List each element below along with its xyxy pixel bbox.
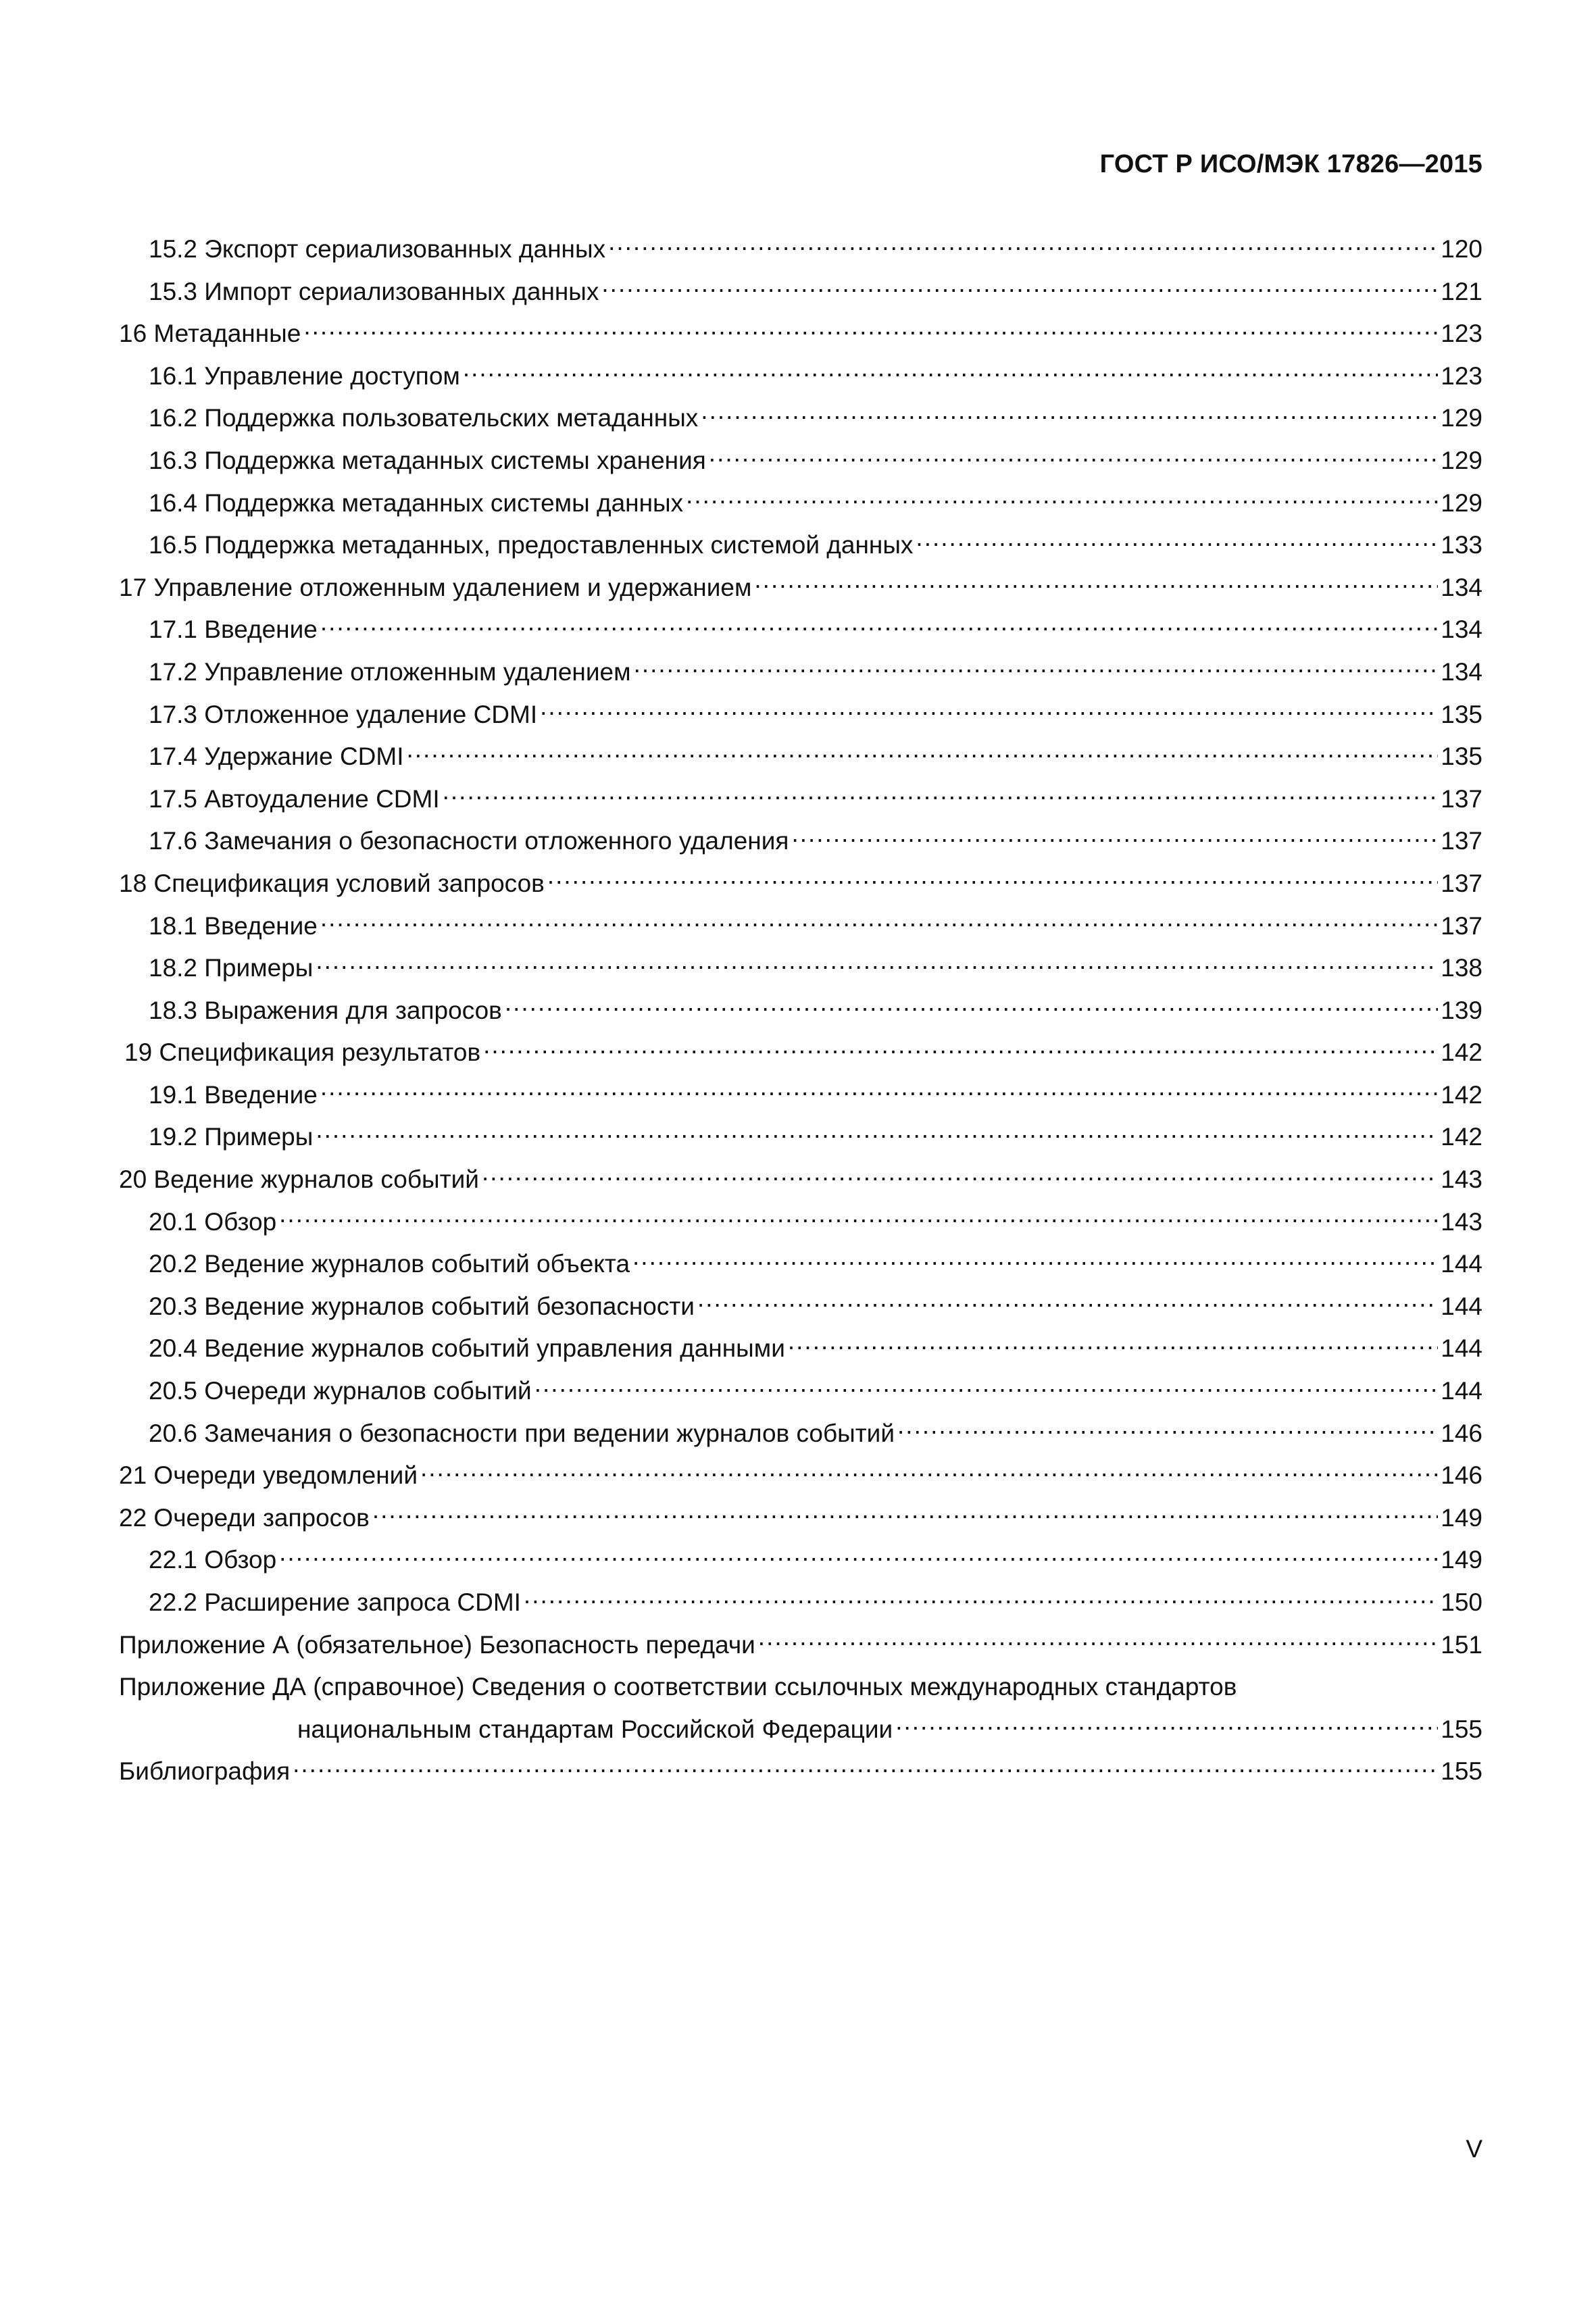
toc-entry[interactable] — [119, 1370, 1482, 1413]
toc-entry-page: 142 — [1441, 1123, 1482, 1151]
toc-entry[interactable] — [119, 736, 1482, 778]
toc-entry-title: 22.1 Обзор — [149, 1546, 277, 1574]
toc-entry-page: 123 — [1441, 361, 1482, 390]
toc-entry-title: 20.1 Обзор — [149, 1207, 277, 1236]
toc-entry[interactable] — [119, 1751, 1482, 1793]
toc-entry-title: 15.2 Экспорт сериализованных данных — [149, 235, 606, 263]
toc-entry-page: 150 — [1441, 1588, 1482, 1616]
dot-leader — [697, 1290, 1438, 1315]
toc-entry[interactable] — [119, 355, 1482, 398]
toc-entry-page: 123 — [1441, 320, 1482, 348]
dot-leader — [320, 909, 1438, 934]
toc-entry-title: 17.3 Отложенное удаление CDMI — [149, 700, 538, 728]
toc-entry-title: 22 Очереди запросов — [119, 1503, 370, 1532]
dot-leader — [754, 571, 1438, 596]
dot-leader — [524, 1586, 1438, 1611]
toc-entry-title: 17.1 Введение — [149, 615, 318, 644]
toc-entry[interactable] — [119, 609, 1482, 651]
toc-entry-page: 142 — [1441, 1038, 1482, 1067]
toc-entry[interactable] — [119, 1286, 1482, 1328]
toc-entry-page: 138 — [1441, 954, 1482, 982]
dot-leader — [320, 613, 1438, 638]
toc-entry-page: 155 — [1441, 1757, 1482, 1786]
toc-entry-page: 135 — [1441, 743, 1482, 771]
toc-entry[interactable] — [119, 1497, 1482, 1540]
toc-entry-page: 142 — [1441, 1080, 1482, 1109]
toc-entry-title: 16.5 Поддержка метаданных, предоставленных системой данных — [149, 531, 914, 559]
toc-entry-title: 20.4 Ведение журналов событий управления данными — [149, 1334, 785, 1363]
toc-entry-page: 134 — [1441, 615, 1482, 644]
toc-entry-page: 121 — [1441, 277, 1482, 305]
toc-entry[interactable] — [119, 397, 1482, 440]
toc-entry-page: 137 — [1441, 827, 1482, 855]
toc-entry-title: 22.2 Расширение запроса CDMI — [149, 1588, 521, 1616]
toc-entry-page: 144 — [1441, 1250, 1482, 1278]
toc-entry[interactable] — [119, 524, 1482, 567]
dot-leader — [916, 528, 1438, 553]
toc-entry[interactable] — [119, 694, 1482, 736]
dot-leader — [316, 1120, 1438, 1145]
dot-leader — [897, 1417, 1438, 1442]
dot-leader — [758, 1628, 1438, 1653]
toc-entry-page: 137 — [1441, 784, 1482, 813]
dot-leader — [420, 1459, 1438, 1484]
toc-entry[interactable] — [119, 482, 1482, 525]
dot-leader — [279, 1205, 1438, 1230]
dot-leader — [406, 740, 1438, 765]
toc-entry-page: 144 — [1441, 1292, 1482, 1320]
dot-leader — [316, 951, 1438, 976]
toc-entry[interactable] — [119, 863, 1482, 905]
toc-entry-title: 20 Ведение журналов событий — [119, 1165, 479, 1194]
toc-entry-page: 149 — [1441, 1546, 1482, 1574]
toc-entry-title: 17.6 Замечания о безопасности отложенного удаления — [149, 827, 789, 855]
dot-leader — [505, 994, 1438, 1019]
toc-entry[interactable] — [119, 228, 1482, 271]
toc-entry-title: 19.1 Введение — [149, 1080, 318, 1109]
toc-entry-page: 137 — [1441, 869, 1482, 897]
dot-leader — [791, 824, 1438, 849]
dot-leader — [634, 655, 1439, 680]
toc-entry[interactable] — [119, 947, 1482, 990]
toc-entry[interactable] — [119, 440, 1482, 482]
dot-leader — [443, 782, 1439, 807]
toc-entry-title: 17.2 Управление отложенным удалением — [149, 657, 631, 686]
toc-entry-title: 16.1 Управление доступом — [149, 361, 460, 390]
toc-entry[interactable] — [119, 651, 1482, 694]
dot-leader — [534, 1374, 1439, 1399]
toc-entry-page: 129 — [1441, 404, 1482, 432]
toc-entry-page: 149 — [1441, 1503, 1482, 1532]
toc-entry[interactable] — [119, 271, 1482, 313]
toc-entry-title-continued: национальным стандартам Российской Федерации — [297, 1715, 893, 1743]
toc-entry-title: 18.3 Выражения для запросов — [149, 996, 502, 1024]
toc-entry-page: 134 — [1441, 573, 1482, 601]
toc-entry-page: 144 — [1441, 1377, 1482, 1405]
toc-entry-title: 20.2 Ведение журналов событий объекта — [149, 1250, 630, 1278]
toc-entry-title: 16.3 Поддержка метаданных системы хранения — [149, 446, 706, 474]
toc-entry[interactable] — [119, 1582, 1482, 1624]
dot-leader — [608, 232, 1438, 257]
toc-entry[interactable] — [119, 1201, 1482, 1244]
toc-entry[interactable] — [119, 778, 1482, 821]
toc-entry[interactable] — [119, 1666, 1482, 1751]
toc-entry-page: 151 — [1441, 1630, 1482, 1659]
toc-entry-page: 135 — [1441, 700, 1482, 728]
toc-entry-page: 143 — [1441, 1207, 1482, 1236]
toc-entry-title: 16.4 Поддержка метаданных системы данных — [149, 488, 684, 517]
dot-leader — [601, 275, 1438, 300]
toc-entry-page: 155 — [1441, 1715, 1482, 1743]
toc-entry-page: 143 — [1441, 1165, 1482, 1194]
toc-entry-title: 19.2 Примеры — [149, 1123, 314, 1151]
dot-leader — [320, 1078, 1438, 1103]
toc-entry[interactable] — [119, 1116, 1482, 1159]
toc-entry[interactable] — [119, 313, 1482, 355]
dot-leader — [895, 1713, 1438, 1738]
dot-leader — [372, 1501, 1438, 1526]
dot-leader — [293, 1755, 1438, 1780]
toc-entry-title: 15.3 Импорт сериализованных данных — [149, 277, 599, 305]
toc-entry-title: 16 Метаданные — [119, 320, 301, 348]
dot-leader — [303, 317, 1438, 342]
toc-entry-page: 146 — [1441, 1461, 1482, 1490]
toc-entry-title: 18 Спецификация условий запросов — [119, 869, 545, 897]
toc-entry-page: 129 — [1441, 446, 1482, 474]
toc-entry-page: 144 — [1441, 1334, 1482, 1363]
toc-entry[interactable] — [119, 1243, 1482, 1286]
toc-entry[interactable] — [119, 1159, 1482, 1201]
toc-entry[interactable] — [119, 1413, 1482, 1455]
dot-leader — [686, 486, 1438, 511]
dot-leader — [701, 401, 1438, 426]
toc-entry-page: 120 — [1441, 235, 1482, 263]
toc-entry[interactable] — [119, 1328, 1482, 1370]
dot-leader — [547, 867, 1438, 892]
toc-entry[interactable] — [119, 1032, 1482, 1074]
toc-entry-title: 16.2 Поддержка пользовательских метаданных — [149, 404, 699, 432]
dot-leader — [483, 1036, 1438, 1061]
toc-entry-page: 146 — [1441, 1419, 1482, 1447]
dot-leader — [463, 359, 1438, 384]
dot-leader — [540, 698, 1438, 723]
toc-entry[interactable] — [119, 820, 1482, 863]
toc-entry-page: 137 — [1441, 911, 1482, 940]
toc-entry[interactable] — [119, 905, 1482, 948]
toc-entry-page: 139 — [1441, 996, 1482, 1024]
page-number: V — [1466, 2135, 1482, 2163]
dot-leader — [632, 1247, 1438, 1272]
toc-entry-title: Библиография — [119, 1757, 291, 1786]
toc-entry[interactable] — [119, 990, 1482, 1032]
toc-entry-title: 18.2 Примеры — [149, 954, 314, 982]
toc-entry-title: Приложение А (обязательное) Безопасность передачи — [119, 1630, 755, 1659]
toc-entry-page: 133 — [1441, 531, 1482, 559]
table-of-contents — [119, 228, 1482, 1793]
toc-entry-title: 17 Управление отложенным удалением и удержанием — [119, 573, 752, 601]
toc-entry-title: 17.5 Автоудаление CDMI — [149, 784, 440, 813]
toc-entry-title: 20.5 Очереди журналов событий — [149, 1377, 532, 1405]
toc-entry-page: 129 — [1441, 488, 1482, 517]
toc-entry-title: 21 Очереди уведомлений — [119, 1461, 418, 1490]
toc-entry-title: 18.1 Введение — [149, 911, 318, 940]
dot-leader — [709, 444, 1438, 469]
dot-leader — [482, 1163, 1438, 1188]
toc-entry-title: 20.3 Ведение журналов событий безопасности — [149, 1292, 695, 1320]
dot-leader — [788, 1332, 1438, 1357]
toc-entry-page: 134 — [1441, 657, 1482, 686]
toc-entry-title: Приложение ДА (справочное) Сведения о соответствии ссылочных международных стандартов — [119, 1673, 1237, 1701]
toc-entry[interactable] — [119, 567, 1482, 609]
toc-entry[interactable] — [119, 1455, 1482, 1497]
toc-entry-title: 19 Спецификация результатов — [124, 1038, 481, 1067]
toc-entry[interactable] — [119, 1539, 1482, 1582]
toc-entry-title: 17.4 Удержание CDMI — [149, 743, 404, 771]
toc-entry-title: 20.6 Замечания о безопасности при ведении журналов событий — [149, 1419, 895, 1447]
toc-entry[interactable] — [119, 1624, 1482, 1667]
document-code-header: ГОСТ Р ИСО/МЭК 17826—2015 — [1099, 150, 1482, 178]
dot-leader — [279, 1543, 1438, 1568]
toc-entry[interactable] — [119, 1074, 1482, 1117]
